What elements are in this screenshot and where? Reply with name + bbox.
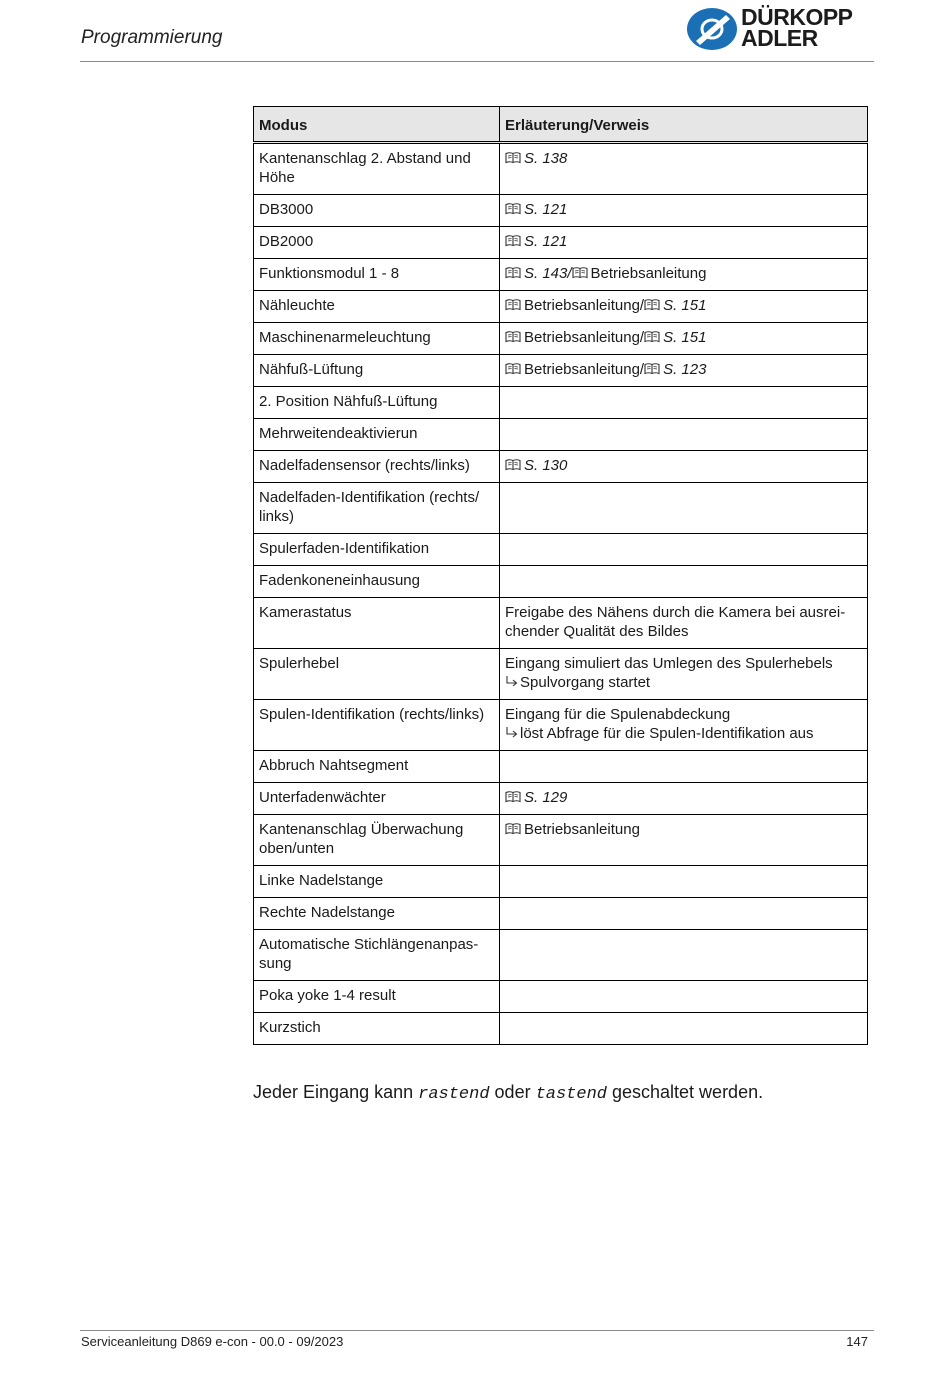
modus-cell: 2. Position Nähfuß-Lüftung bbox=[254, 387, 500, 419]
modus-cell: Maschinenarmeleuchtung bbox=[254, 323, 500, 355]
note-option-tastend: tastend bbox=[535, 1085, 607, 1104]
modus-cell: Nadelfadensensor (rechts/links) bbox=[254, 451, 500, 483]
table-row bbox=[254, 700, 868, 751]
table-row bbox=[254, 1013, 868, 1045]
logo-mark-icon bbox=[686, 7, 738, 51]
explanation-cell bbox=[500, 566, 868, 598]
explanation-text: Freigabe des Nähens durch die Kamera bei ausrei-chender Qualität des Bildes bbox=[505, 604, 846, 640]
page-reference-link[interactable]: S. 129 bbox=[524, 789, 568, 806]
modus-cell: Spulen-Identifikation (rechts/links) bbox=[254, 700, 500, 751]
book-icon bbox=[505, 233, 521, 246]
explanation-cell bbox=[500, 451, 868, 483]
column-header-erlaeuterung: Erläuterung/Verweis bbox=[500, 107, 868, 143]
table-row bbox=[254, 483, 868, 534]
result-arrow-icon bbox=[505, 725, 519, 738]
explanation-cell bbox=[500, 1013, 868, 1045]
explanation-cell bbox=[500, 815, 868, 866]
book-icon bbox=[505, 361, 521, 374]
explanation-text: Betriebsanleitung bbox=[524, 821, 640, 838]
book-icon bbox=[505, 201, 521, 214]
input-modes-table bbox=[253, 106, 868, 1045]
book-icon bbox=[505, 789, 521, 802]
logo-line-1: DÜRKOPP bbox=[741, 4, 853, 30]
explanation-text: Eingang simuliert das Umlegen des Spulerhebels bbox=[505, 655, 833, 672]
page-reference-link[interactable]: S. 138 bbox=[524, 150, 568, 167]
modus-cell: Mehrweitendeaktivierun bbox=[254, 419, 500, 451]
table-row bbox=[254, 291, 868, 323]
explanation-cell bbox=[500, 649, 868, 700]
page-reference-link[interactable]: S. 151 bbox=[663, 329, 707, 346]
book-icon bbox=[644, 297, 660, 310]
explanation-cell bbox=[500, 227, 868, 259]
column-header-modus: Modus bbox=[254, 107, 500, 143]
explanation-text: Betriebsanleitung bbox=[590, 265, 707, 282]
book-icon bbox=[644, 361, 660, 374]
book-icon bbox=[505, 457, 521, 470]
note-after: geschaltet werden. bbox=[607, 1082, 764, 1102]
page-reference-link[interactable]: S. 143/ bbox=[524, 265, 572, 282]
table-row bbox=[254, 598, 868, 649]
explanation-cell bbox=[500, 700, 868, 751]
modus-cell: Kantenanschlag 2. Abstand und Höhe bbox=[254, 143, 500, 195]
modus-cell: Spulerhebel bbox=[254, 649, 500, 700]
duerkopp-adler-logo bbox=[686, 4, 876, 53]
explanation-text: Betriebsanleitung/ bbox=[524, 297, 645, 314]
page-number: 147 bbox=[846, 1334, 868, 1349]
explanation-cell bbox=[500, 323, 868, 355]
page-reference-link[interactable]: S. 121 bbox=[524, 201, 568, 218]
table-header-row bbox=[254, 107, 868, 143]
page-reference-link[interactable]: S. 123 bbox=[663, 361, 707, 378]
explanation-cell bbox=[500, 598, 868, 649]
book-icon bbox=[505, 150, 521, 163]
explanation-cell bbox=[500, 143, 868, 195]
explanation-cell bbox=[500, 387, 868, 419]
table-row bbox=[254, 143, 868, 195]
explanation-cell bbox=[500, 534, 868, 566]
modus-cell: DB2000 bbox=[254, 227, 500, 259]
modus-cell: Kurzstich bbox=[254, 1013, 500, 1045]
explanation-cell bbox=[500, 259, 868, 291]
table-row bbox=[254, 981, 868, 1013]
note-option-rastend: rastend bbox=[418, 1085, 490, 1104]
table-row bbox=[254, 815, 868, 866]
modus-cell: Nähleuchte bbox=[254, 291, 500, 323]
modus-cell: Rechte Nadelstange bbox=[254, 898, 500, 930]
modus-cell: Nadelfaden-Identifikation (rechts/ links) bbox=[254, 483, 500, 534]
footer-divider bbox=[80, 1330, 874, 1331]
modus-cell: Spulerfaden-Identifikation bbox=[254, 534, 500, 566]
modus-cell: Nähfuß-Lüftung bbox=[254, 355, 500, 387]
book-icon bbox=[505, 297, 521, 310]
explanation-cell bbox=[500, 981, 868, 1013]
table-row bbox=[254, 649, 868, 700]
modus-cell: Abbruch Nahtsegment bbox=[254, 751, 500, 783]
explanation-text: Betriebsanleitung/ bbox=[524, 329, 645, 346]
table-row bbox=[254, 259, 868, 291]
table-row bbox=[254, 534, 868, 566]
explanation-text: Eingang für die Spulenabdeckung bbox=[505, 706, 731, 723]
explanation-text: Spulvorgang startet bbox=[520, 674, 651, 691]
table-row bbox=[254, 195, 868, 227]
page-reference-link[interactable]: S. 151 bbox=[663, 297, 707, 314]
book-icon bbox=[505, 821, 521, 834]
explanation-cell bbox=[500, 483, 868, 534]
modus-cell: Automatische Stichlängenanpas-sung bbox=[254, 930, 500, 981]
result-arrow-icon bbox=[505, 674, 519, 687]
book-icon bbox=[505, 329, 521, 342]
table-row bbox=[254, 227, 868, 259]
modus-cell: DB3000 bbox=[254, 195, 500, 227]
chapter-title: Programmierung bbox=[81, 27, 223, 48]
explanation-cell bbox=[500, 783, 868, 815]
table-row bbox=[254, 751, 868, 783]
footnote-text bbox=[253, 1082, 763, 1104]
table-row bbox=[254, 419, 868, 451]
table-row bbox=[254, 451, 868, 483]
table-row bbox=[254, 387, 868, 419]
table-row bbox=[254, 898, 868, 930]
modus-cell: Linke Nadelstange bbox=[254, 866, 500, 898]
explanation-cell bbox=[500, 291, 868, 323]
book-icon bbox=[505, 265, 521, 278]
explanation-text: Betriebsanleitung/ bbox=[524, 361, 645, 378]
table-row bbox=[254, 930, 868, 981]
logo-line-2: ADLER bbox=[741, 25, 818, 51]
modus-cell: Fadenkoneneinhausung bbox=[254, 566, 500, 598]
explanation-cell bbox=[500, 751, 868, 783]
table-row bbox=[254, 866, 868, 898]
table-row bbox=[254, 355, 868, 387]
footer-document-title: Serviceanleitung D869 e-con - 00.0 - 09/2023 bbox=[81, 1334, 344, 1349]
note-before: Jeder Eingang kann bbox=[253, 1082, 419, 1102]
page-reference-link[interactable]: S. 130 bbox=[524, 457, 568, 474]
note-middle: oder bbox=[489, 1082, 536, 1102]
explanation-text: löst Abfrage für die Spulen-Identifikation aus bbox=[520, 725, 814, 742]
explanation-cell bbox=[500, 195, 868, 227]
modus-cell: Funktionsmodul 1 - 8 bbox=[254, 259, 500, 291]
book-icon bbox=[572, 265, 588, 278]
table-row bbox=[254, 566, 868, 598]
table-row bbox=[254, 323, 868, 355]
table-row bbox=[254, 783, 868, 815]
explanation-cell bbox=[500, 930, 868, 981]
header-divider bbox=[80, 61, 874, 62]
modus-cell: Kantenanschlag Überwachung oben/unten bbox=[254, 815, 500, 866]
explanation-cell bbox=[500, 898, 868, 930]
page-reference-link[interactable]: S. 121 bbox=[524, 233, 568, 250]
modus-cell: Kamerastatus bbox=[254, 598, 500, 649]
explanation-cell bbox=[500, 355, 868, 387]
modus-cell: Poka yoke 1-4 result bbox=[254, 981, 500, 1013]
explanation-cell bbox=[500, 866, 868, 898]
explanation-cell bbox=[500, 419, 868, 451]
modus-cell: Unterfadenwächter bbox=[254, 783, 500, 815]
book-icon bbox=[644, 329, 660, 342]
